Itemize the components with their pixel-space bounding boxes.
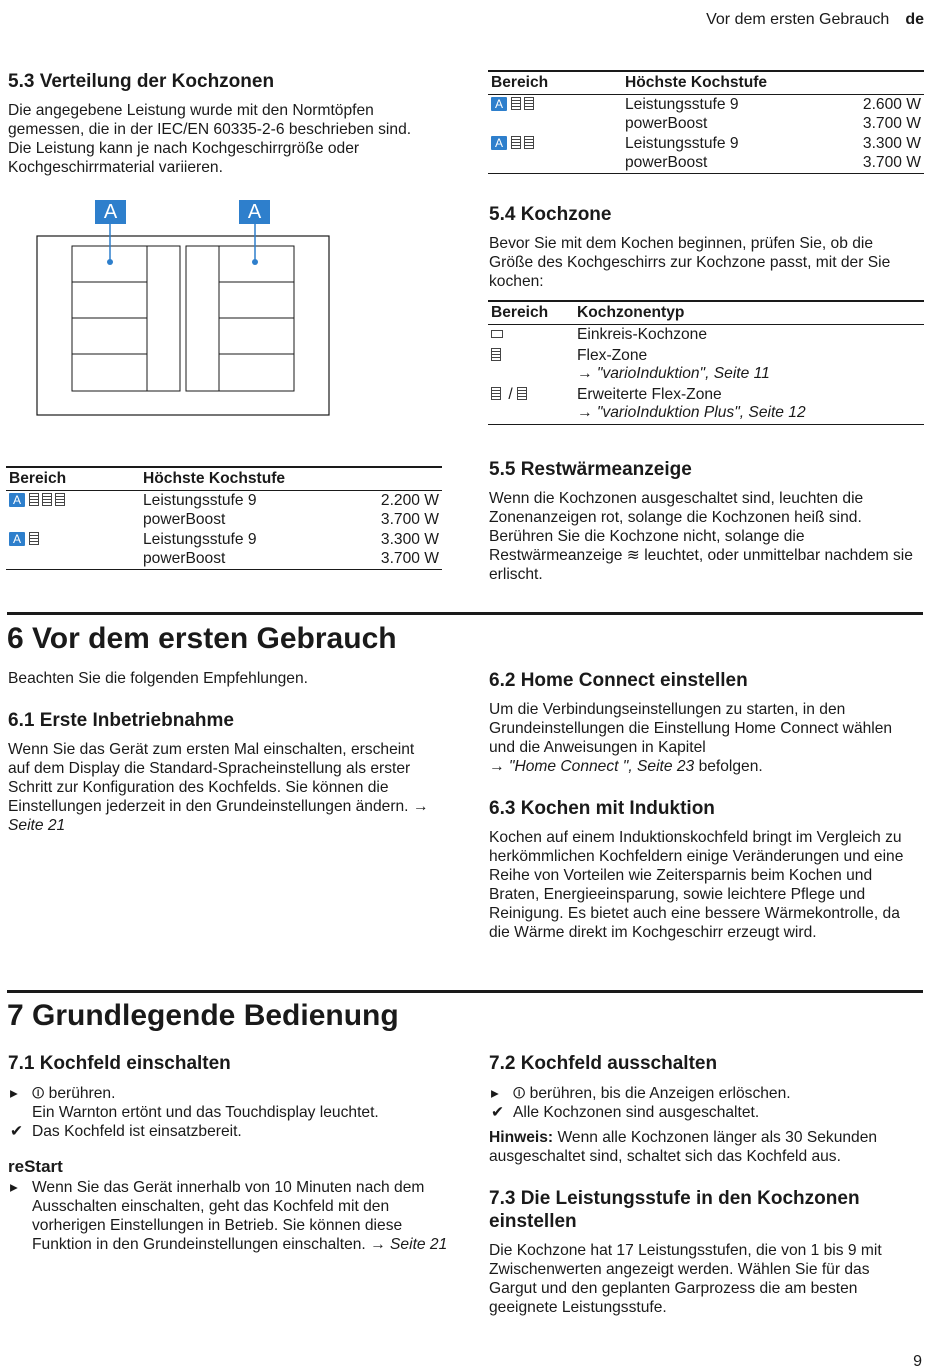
result-text: Das Kochfeld ist einsatzbereit. <box>32 1123 242 1140</box>
flex-zone-icon <box>524 97 534 110</box>
level-label: Leistungsstufe 9 <box>143 531 257 548</box>
flex-zone-icon <box>29 532 39 545</box>
boost-value: 3.700 W <box>380 549 439 567</box>
step-item <box>489 1084 923 1103</box>
result-item <box>489 1103 923 1122</box>
chapter-7-title: 7 Grundlegende Bedienung <box>7 999 399 1032</box>
step-arrow-icon: ▸ <box>491 1085 499 1102</box>
note-label: Hinweis: <box>489 1129 554 1146</box>
flex-zone-icon <box>491 387 501 400</box>
flex-zone-icon <box>511 136 521 149</box>
step-text: ⏼ berühren, bis die Anzeigen erlöschen. <box>513 1085 791 1102</box>
boost-value: 3.700 W <box>862 114 921 132</box>
zone-a-badge: A <box>9 493 25 507</box>
chapter-rule <box>7 990 923 993</box>
boost-value: 3.700 W <box>862 153 921 171</box>
flex-zone-icon <box>55 493 65 506</box>
level-label: Leistungsstufe 9 <box>625 135 739 152</box>
boost-label: powerBoost <box>143 510 226 528</box>
power-value: 3.300 W <box>862 135 921 152</box>
step-arrow-icon: ▸ <box>10 1085 18 1102</box>
note-7-2 <box>489 1128 923 1166</box>
header-title: Vor dem ersten Gebrauch <box>706 11 890 28</box>
heading-5-4: 5.4 Kochzone <box>489 204 612 225</box>
zone-type: Einkreis-Kochzone <box>577 326 708 343</box>
slash-separator: / <box>508 385 513 403</box>
cross-ref-link[interactable]: → "Home Connect ", Seite 23 <box>489 758 695 775</box>
text-6-1-body: Wenn Sie das Gerät zum ersten Mal einschalten, erscheint auf dem Display die Standard-Spracheinstellung als erster Schritt zur Konfiguration des Kochfelds. Sie können die Einstellungen jederzeit in den Grundeinstellungen ändern. <box>8 741 415 815</box>
chapter-6-intro: Beachten Sie die folgenden Empfehlungen. <box>8 670 308 687</box>
power-table-left <box>6 466 442 570</box>
check-icon: ✔ <box>491 1104 505 1121</box>
steps-7-1 <box>8 1084 442 1141</box>
col-bereich: Bereich <box>6 467 140 491</box>
heading-6-3: 6.3 Kochen mit Induktion <box>489 798 715 819</box>
step-text: Wenn Sie das Gerät innerhalb von 10 Minuten nach dem Ausschalten einschalten, geht das Kochfeld mit den vorherigen Einstellungen in Betrieb. Sie können diese Funktion in den Grundeinstellungen einschalten. <box>32 1179 425 1253</box>
cooktop-drawing <box>36 198 330 418</box>
heading-5-3: 5.3 Verteilung der Kochzonen <box>8 71 275 92</box>
zone-type: Flex-Zone <box>577 346 648 364</box>
steps-7-2 <box>489 1084 923 1122</box>
step-item <box>8 1084 442 1122</box>
heading-restart: reStart <box>8 1157 63 1176</box>
step-arrow-icon: ▸ <box>10 1179 18 1196</box>
heading-7-2: 7.2 Kochfeld ausschalten <box>489 1053 718 1074</box>
boost-label: powerBoost <box>625 153 708 171</box>
cross-ref-link[interactable]: → "varioInduktion", Seite 11 <box>577 365 770 382</box>
heading-6-1: 6.1 Erste Inbetriebnahme <box>8 710 234 731</box>
col-hoechste: Höchste Kochstufe <box>622 71 924 95</box>
result-text: Alle Kochzonen sind ausgeschaltet. <box>513 1104 760 1121</box>
chapter-rule <box>7 612 923 615</box>
power-value: 2.200 W <box>380 492 439 509</box>
col-kochzonentyp: Kochzonentyp <box>574 301 924 325</box>
flex-zone-icon <box>524 136 534 149</box>
text-5-4: Bevor Sie mit dem Kochen beginnen, prüfen Sie, ob die Größe des Kochgeschirrs zur Kochzone passt, mit der Sie kochen: <box>489 235 891 290</box>
boost-label: powerBoost <box>625 114 708 132</box>
text-5-5: Wenn die Kochzonen ausgeschaltet sind, leuchten die Zonenanzeigen rot, solange die Kochzonen heiß sind. Berühren Sie die Kochzone nicht, solange die Restwärmeanzeige ≋ leuchtet, oder unmittelbar nachdem sie erlischt. <box>489 490 913 583</box>
heading-7-3: 7.3 Die Leistungsstufe in den Kochzonen einstellen <box>489 1188 860 1232</box>
text-6-2 <box>489 700 921 776</box>
chapter-6-title: 6 Vor dem ersten Gebrauch <box>7 622 397 655</box>
power-value: 3.300 W <box>380 531 439 548</box>
zone-a-badge: A <box>9 532 25 546</box>
flex-zone-icon <box>511 97 521 110</box>
text-7-3: Die Kochzone hat 17 Leistungsstufen, die von 1 bis 9 mit Zwischenwerten angezeigt werden. Wählen Sie für das Gargut und den geplanten Garprozess die am besten geeignete Leistungsstufe. <box>489 1242 882 1316</box>
level-label: Leistungsstufe 9 <box>143 492 257 509</box>
zone-a-badge: A <box>491 136 507 150</box>
zone-label-a-right: A <box>247 201 262 223</box>
level-label: Leistungsstufe 9 <box>625 96 739 113</box>
flex-zone-icon <box>29 493 39 506</box>
zone-label-a-left: A <box>103 201 118 223</box>
header-lang: de <box>905 11 924 28</box>
boost-label: powerBoost <box>143 549 226 567</box>
boost-value: 3.700 W <box>380 510 439 528</box>
heading-6-2: 6.2 Home Connect einstellen <box>489 670 748 691</box>
col-bereich: Bereich <box>488 71 622 95</box>
extended-flex-zone-icon <box>517 387 527 400</box>
steps-restart <box>8 1178 448 1254</box>
single-zone-icon <box>491 330 503 338</box>
text-6-2-body: Um die Verbindungseinstellungen zu starten, in den Grundeinstellungen die Einstellung Home Connect wählen und die Anweisungen in Kapitel <box>489 701 893 756</box>
check-icon: ✔ <box>10 1123 24 1140</box>
heading-7-1: 7.1 Kochfeld einschalten <box>8 1053 231 1074</box>
power-value: 2.600 W <box>862 96 921 113</box>
text-5-3: Die angegebene Leistung wurde mit den Normtöpfen gemessen, die in der IEC/EN 60335-2-6 beschrieben sind. Die Leistung kann je nach Kochgeschirrgröße oder Kochgeschirrmaterial variieren. <box>8 102 412 176</box>
zone-a-badge: A <box>491 97 507 111</box>
heading-5-5: 5.5 Restwärmeanzeige <box>489 459 692 480</box>
flex-zone-icon <box>491 348 501 361</box>
text-6-3: Kochen auf einem Induktionskochfeld bringt im Vergleich zu herkömmlichen Kochfeldern einige Veränderungen und eine Reihe von Vorteilen wie Zeitersparnis beim Kochen und Braten, Energieeinsparung, sowie leichtere Pflege und Reinigung. Es bietet auch eine bessere Wärmekontrolle, da die Wärme direkt im Kochgeschirr erzeugt wird. <box>489 829 904 941</box>
text-6-2-tail: befolgen. <box>694 758 763 775</box>
note-text: Wenn alle Kochzonen länger als 30 Sekunden ausgeschaltet sind, schaltet sich das Kochfeld aus. <box>489 1129 878 1165</box>
cross-ref-link[interactable]: → "varioInduktion Plus", Seite 12 <box>577 404 806 421</box>
cooktop-diagram <box>36 198 330 418</box>
page-number: 9 <box>913 1353 922 1370</box>
col-bereich: Bereich <box>488 301 574 325</box>
running-header <box>706 10 924 29</box>
zone-type-table <box>488 300 924 425</box>
zone-type: Erweiterte Flex-Zone <box>577 385 722 403</box>
text-6-1 <box>8 740 438 835</box>
step-text: ⏼ berühren. <box>32 1085 116 1102</box>
step-item <box>8 1178 448 1254</box>
step-followup: Ein Warnton ertönt und das Touchdisplay leuchtet. <box>32 1104 379 1121</box>
cross-ref-link[interactable]: → Seite 21 <box>8 798 429 834</box>
col-hoechste: Höchste Kochstufe <box>140 467 442 491</box>
power-table-right <box>488 70 924 174</box>
result-item <box>8 1122 442 1141</box>
flex-zone-icon <box>42 493 52 506</box>
cross-ref-link[interactable]: → Seite 21 <box>370 1236 448 1253</box>
